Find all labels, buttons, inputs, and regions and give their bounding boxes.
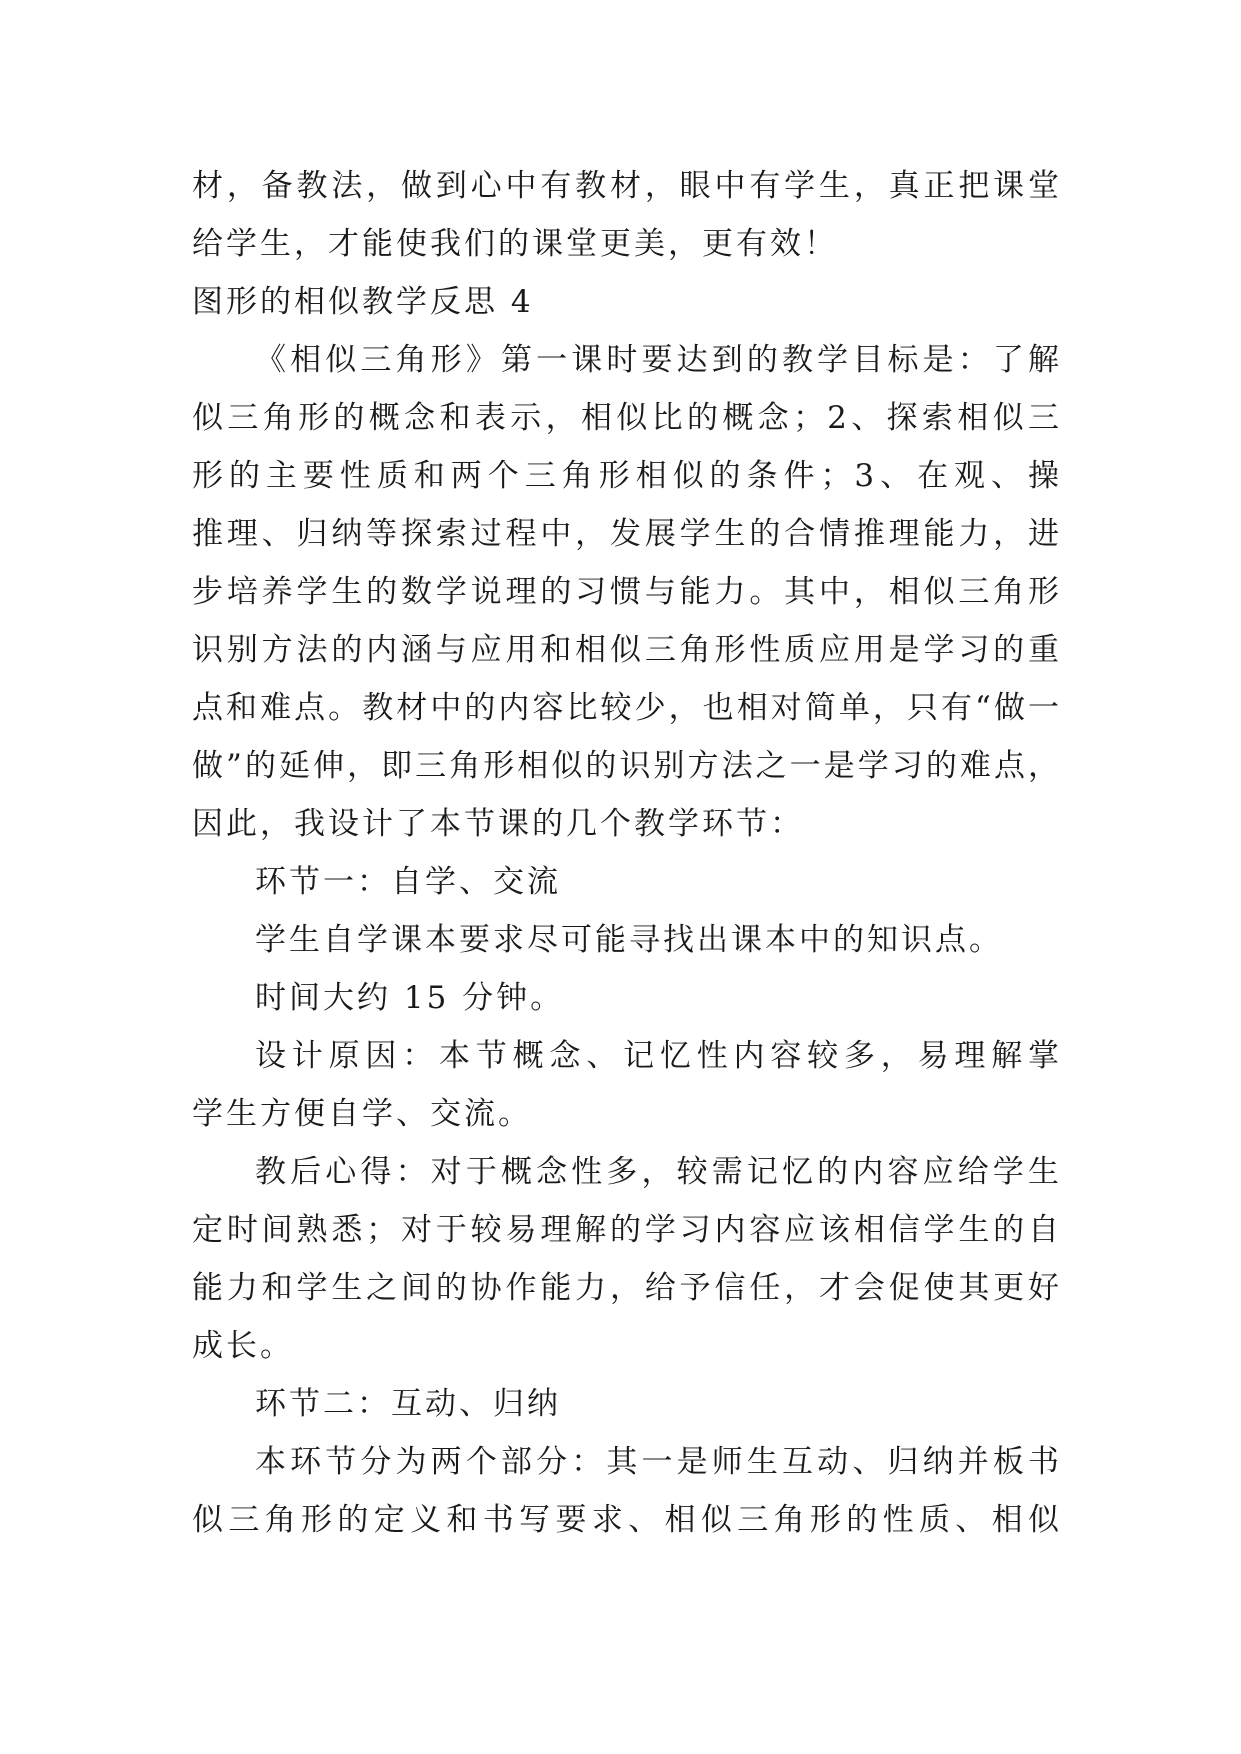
text-line: 似三角形的概念和表示，相似比的概念；2、探索相似三 — [192, 400, 1062, 436]
text-line: 似三角形的定义和书写要求、相似三角形的性质、相似 — [192, 1502, 1062, 1538]
text-line: 定时间熟悉；对于较易理解的学习内容应该相信学生的自 — [192, 1212, 1062, 1248]
text-line: 时间大约 15 分钟。 — [255, 980, 565, 1016]
text-line: 点和难点。教材中的内容比较少，也相对简单，只有“做一 — [192, 690, 1062, 726]
text-line: 能力和学生之间的协作能力，给予信任，才会促使其更好 — [192, 1270, 1062, 1306]
text-line: 识别方法的内涵与应用和相似三角形性质应用是学习的重 — [192, 632, 1062, 668]
text-line: 因此，我设计了本节课的几个教学环节： — [192, 806, 804, 842]
text-line: 做”的延伸，即三角形相似的识别方法之一是学习的难点， — [192, 748, 1062, 784]
subheading: 环节一：自学、交流 — [255, 864, 561, 900]
text-line: 材，备教法，做到心中有教材，眼中有学生，真正把课堂 — [192, 168, 1062, 204]
subheading: 环节二：互动、归纳 — [255, 1386, 561, 1422]
text-line: 学生自学课本要求尽可能寻找出课本中的知识点。 — [255, 922, 1003, 958]
text-line: 教后心得：对于概念性多，较需记忆的内容应给学生 — [255, 1154, 1062, 1190]
text-line: 推理、归纳等探索过程中，发展学生的合情推理能力，进 — [192, 516, 1062, 552]
text-line: 给学生，才能使我们的课堂更美，更有效！ — [192, 226, 838, 262]
text-line: 设计原因：本节概念、记忆性内容较多，易理解掌 — [255, 1038, 1062, 1074]
text-line: 《相似三角形》第一课时要达到的教学目标是：了解 — [255, 342, 1062, 378]
text-line: 形的主要性质和两个三角形相似的条件；3、在观、操 — [192, 458, 1062, 494]
text-line: 学生方便自学、交流。 — [192, 1096, 532, 1132]
text-line: 步培养学生的数学说理的习惯与能力。其中，相似三角形 — [192, 574, 1062, 610]
text-line: 成长。 — [192, 1328, 294, 1364]
text-line: 本环节分为两个部分：其一是师生互动、归纳并板书 — [255, 1444, 1062, 1480]
section-heading: 图形的相似教学反思 4 — [192, 284, 534, 320]
